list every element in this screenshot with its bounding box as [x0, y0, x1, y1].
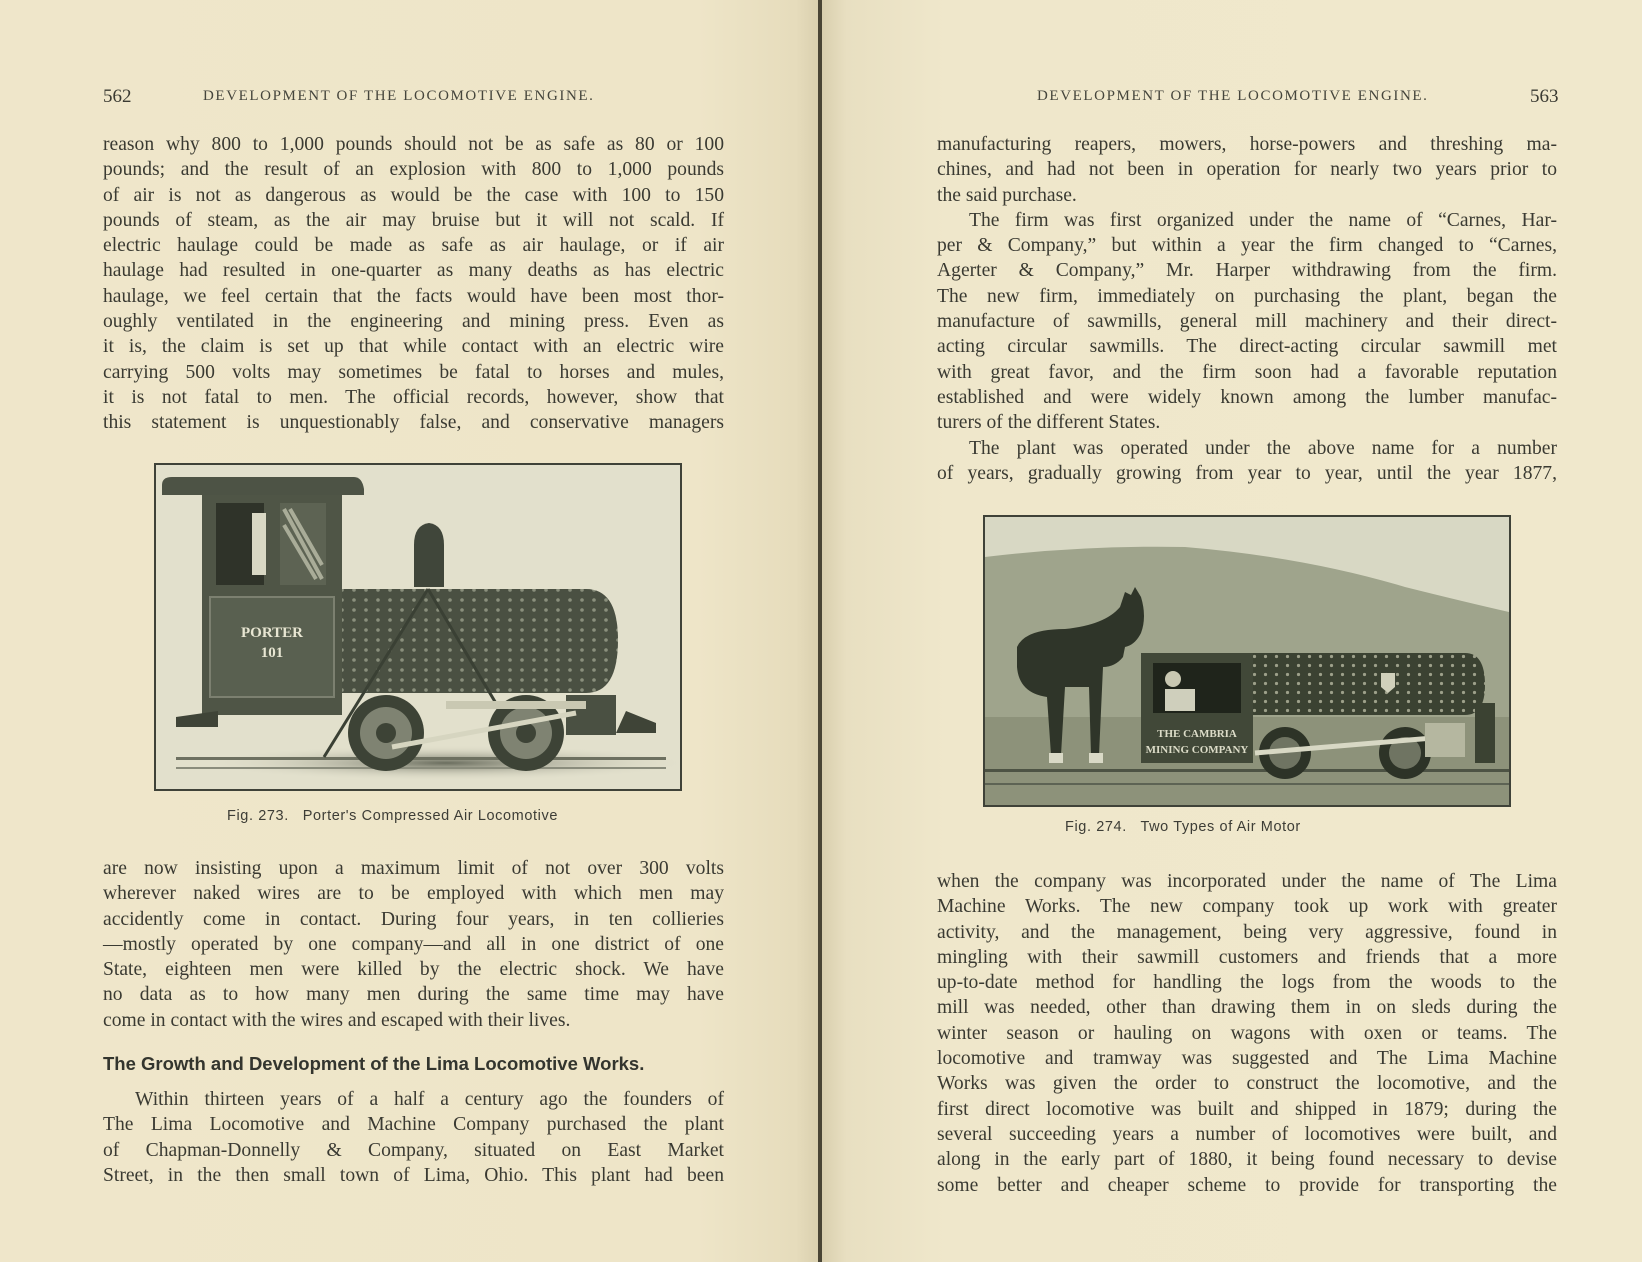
body-text-block [103, 1087, 724, 1188]
figure-air-motor [983, 515, 1511, 807]
left-page [0, 0, 820, 1262]
text-line: it is not fatal to men. The official records, however, show that [103, 386, 724, 408]
text-line: when the company was incorporated under the name of The Lima [937, 871, 1557, 892]
text-line: of years, gradually growing from year to year, until the year 1877, [937, 462, 1557, 484]
text-line: haulage had resulted in one-quarter as many deaths as has electric [103, 260, 724, 282]
text-line: oughly ventilated in the engineering and mining press. Even as [103, 311, 724, 333]
text-line: The firm was first organized under the name of “Carnes, Har- [969, 209, 1557, 231]
text-line: Within thirteen years of a half a century ago the founders of [135, 1089, 724, 1110]
text-line: wherever naked wires are to be employed with which men may [103, 883, 724, 905]
figure-caption [1065, 819, 1301, 835]
svg-text:MINING COMPANY: MINING COMPANY [1145, 744, 1249, 756]
section-heading: The Growth and Development of the Lima Locomotive Works. [103, 1053, 645, 1074]
text-line: accidently come in contact. During four years, in ten collieries [103, 908, 724, 930]
text-line: Machine Works. The new company took up work with greater [937, 896, 1557, 918]
svg-text:101: 101 [260, 645, 284, 661]
text-line: pounds of steam, as the air may bruise but it will not scald. If [103, 209, 724, 231]
text-line: come in contact with the wires and escaped with their lives. [103, 1009, 571, 1031]
page-number: 562 [103, 86, 132, 107]
text-line: some better and cheaper scheme to provide for transporting the [937, 1174, 1557, 1196]
figure-porter-locomotive [154, 463, 682, 791]
text-line: acting circular sawmills. The direct-acting circular sawmill met [937, 336, 1557, 358]
running-head: DEVELOPMENT OF THE LOCOMOTIVE ENGINE. [1037, 88, 1429, 104]
text-line: pounds; and the result of an explosion with 800 to 1,000 pounds [103, 159, 724, 181]
text-line: mingling with their sawmill customers and friends that a more [937, 946, 1557, 968]
text-line: Works was given the order to construct the locomotive, and the [937, 1073, 1557, 1095]
running-head: DEVELOPMENT OF THE LOCOMOTIVE ENGINE. [203, 88, 595, 104]
text-line: The Lima Locomotive and Machine Company purchased the plant [103, 1114, 724, 1136]
text-line: this statement is unquestionably false, and conservative managers [103, 412, 724, 434]
text-line: Agerter & Company,” Mr. Harper withdrawing from the firm. [937, 260, 1557, 282]
text-line: of Chapman-Donnelly & Company, situated on East Market [103, 1139, 724, 1161]
page-number: 563 [1530, 86, 1559, 107]
text-line: chines, and had not been in operation for nearly two years prior to [937, 159, 1557, 181]
body-text-block [937, 132, 1557, 486]
svg-text:THE CAMBRIA: THE CAMBRIA [1157, 728, 1237, 740]
text-line: winter season or hauling on wagons with oxen or teams. The [937, 1022, 1557, 1044]
text-line: no data as to how many men during the same time may have [103, 984, 724, 1006]
body-text-block [937, 869, 1557, 1198]
text-line: haulage, we feel certain that the facts would have been most thor- [103, 285, 724, 307]
text-line: of air is not as dangerous as would be the case with 100 to 150 [103, 184, 724, 206]
svg-text:PORTER: PORTER [241, 625, 303, 641]
text-line: locomotive and tramway was suggested and The Lima Machine [937, 1048, 1557, 1070]
text-line: the said purchase. [937, 184, 1077, 206]
text-line: Street, in the then small town of Lima, Ohio. This plant had been [103, 1164, 724, 1186]
text-line: State, eighteen men were killed by the electric shock. We have [103, 959, 724, 981]
text-line: —mostly operated by one company—and all in one district of one [103, 933, 724, 955]
text-line: The plant was operated under the above name for a number [969, 437, 1557, 459]
text-line: first direct locomotive was built and shipped in 1879; during the [937, 1098, 1557, 1120]
body-text-block [103, 132, 724, 436]
body-text-block [103, 856, 724, 1033]
text-line: along in the early part of 1880, it being found necessary to devise [937, 1149, 1557, 1171]
figure-number: Fig. 274. [1065, 819, 1127, 835]
text-line: with great favor, and the firm soon had a favorable reputation [937, 361, 1557, 383]
air-motor-illustration [985, 517, 1509, 805]
text-line: manufacturing reapers, mowers, horse-powers and threshing ma- [937, 134, 1557, 155]
figure-caption [227, 808, 558, 824]
text-line: established and were widely known among the lumber manufac- [937, 386, 1557, 408]
text-line: it is, the claim is set up that while contact with an electric wire [103, 336, 724, 358]
text-line: reason why 800 to 1,000 pounds should not be as safe as 80 or 100 [103, 134, 724, 155]
figure-caption-text: Porter's Compressed Air Locomotive [302, 808, 558, 824]
text-line: carrying 500 volts may sometimes be fatal to horses and mules, [103, 361, 724, 383]
text-line: electric haulage could be made as safe as air haulage, or if air [103, 235, 724, 257]
right-page [822, 0, 1642, 1262]
text-line: turers of the different States. [937, 412, 1161, 434]
text-line: mill was needed, other than drawing them in on sleds during the [937, 997, 1557, 1019]
text-line: up-to-date method for handling the logs from the woods to the [937, 972, 1557, 994]
text-line: The new firm, immediately on purchasing the plant, began the [937, 285, 1557, 307]
text-line: are now insisting upon a maximum limit of not over 300 volts [103, 858, 724, 879]
figure-number: Fig. 273. [227, 808, 289, 824]
locomotive-illustration [156, 465, 680, 789]
text-line: activity, and the management, being very aggressive, found in [937, 921, 1557, 943]
text-line: per & Company,” but within a year the firm changed to “Carnes, [937, 235, 1557, 257]
text-line: several succeeding years a number of locomotives were built, and [937, 1123, 1557, 1145]
figure-caption-text: Two Types of Air Motor [1140, 819, 1301, 835]
text-line: manufacture of sawmills, general mill machinery and their direct- [937, 311, 1557, 333]
